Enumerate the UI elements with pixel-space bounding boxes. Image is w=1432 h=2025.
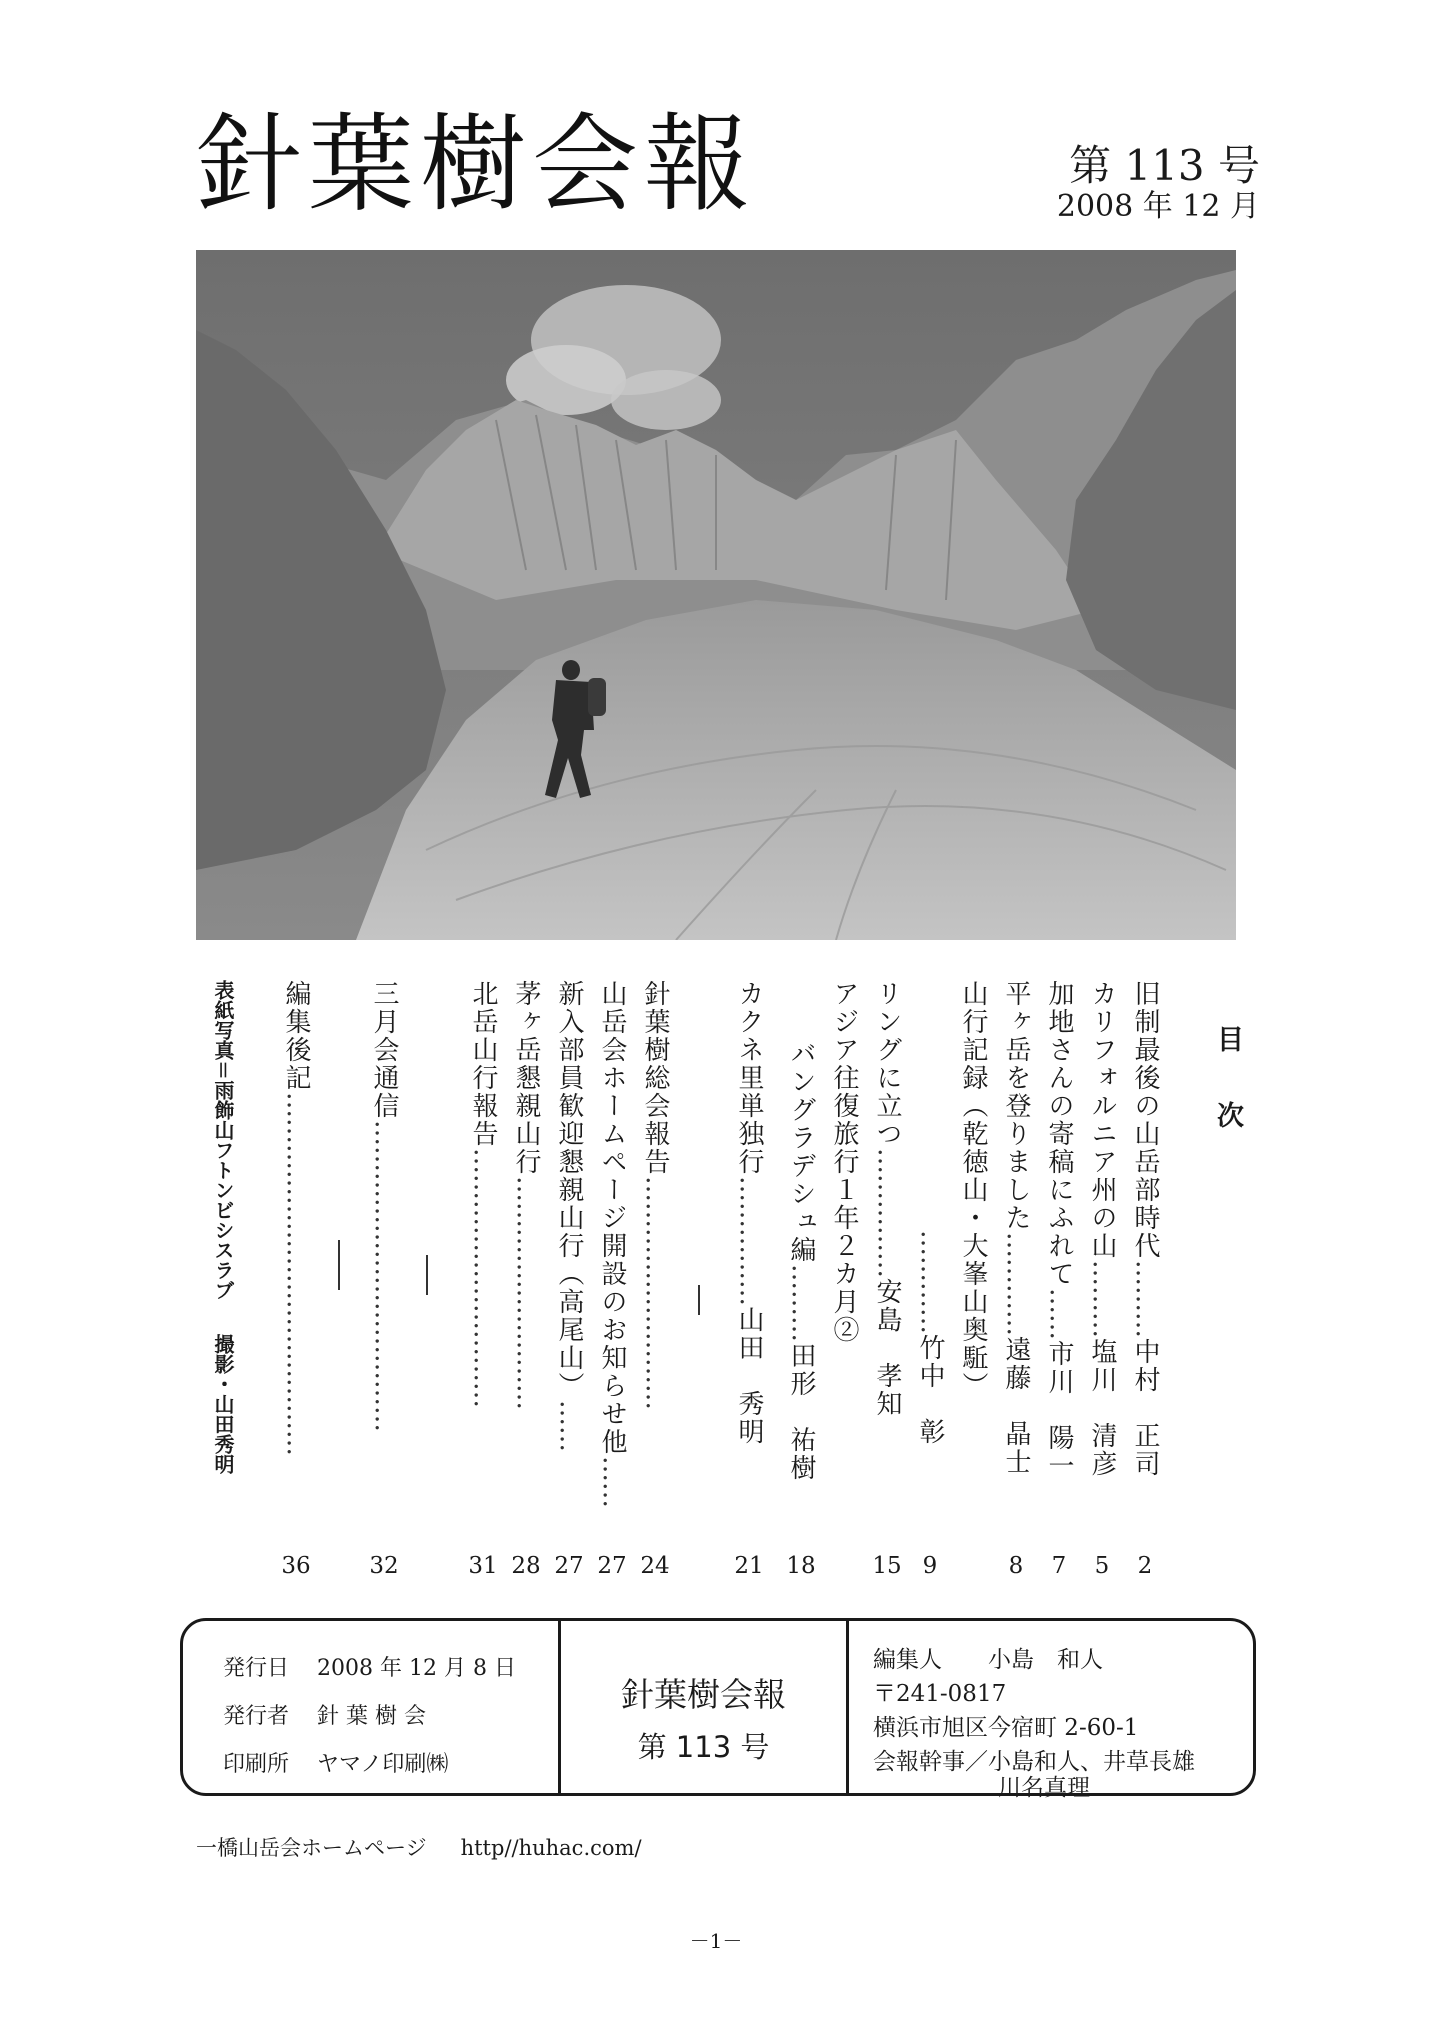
toc-entry-author: 中村 正司 xyxy=(1130,1338,1160,1478)
toc-entry[interactable] xyxy=(281,980,311,1456)
toc-entry-title: 平ヶ岳を登りました xyxy=(1001,980,1031,1232)
section-divider xyxy=(698,1285,700,1315)
toc-entry-author: 田形 祐樹 xyxy=(786,1342,816,1482)
toc-entry[interactable] xyxy=(468,980,498,1408)
toc-entry[interactable] xyxy=(597,980,627,1508)
toc-leader-dots: ……… xyxy=(786,1264,816,1342)
toc-entry-title: 山行記録（乾徳山・大峯山奥駈） xyxy=(958,980,988,1400)
toc-entry-title: 針葉樹総会報告 xyxy=(640,980,670,1176)
toc-leader-dots: …………………………………… xyxy=(281,1092,311,1456)
editor: 編集人 小島 和人 xyxy=(873,1647,1103,1673)
toc-entry-title: 新入部員歓迎懇親山行（高尾山） xyxy=(554,980,584,1400)
toc-entry-title: 北岳山行報告 xyxy=(468,980,498,1148)
section-divider xyxy=(426,1255,428,1295)
cover-caption-text: 表紙写真＝雨飾山フトンビシスラブ xyxy=(211,980,235,1300)
printer-value: ヤマノ印刷㈱ xyxy=(317,1752,449,1777)
colophon-divider xyxy=(846,1621,849,1793)
printer-row xyxy=(223,1747,448,1778)
toc-entry[interactable] xyxy=(829,980,859,1344)
toc-leader-dots: …………… xyxy=(872,1148,902,1278)
toc-leader-dots: ………………………… xyxy=(468,1148,498,1408)
toc-leader-dots: ……………………… xyxy=(511,1176,541,1410)
toc-entry-title: カリフォルニア州の山 xyxy=(1087,980,1117,1260)
toc-entry-title: 山岳会ホームページ開設のお知らせ他 xyxy=(597,980,627,1456)
colophon-box xyxy=(180,1618,1256,1801)
toc-entry[interactable] xyxy=(734,980,764,1446)
homepage-label: 一橋山岳会ホームページ xyxy=(196,1836,427,1860)
issue-number: 第 113 号 xyxy=(1069,141,1260,190)
section-divider xyxy=(338,1240,340,1290)
issued-date-value: 2008 年 12 月 8 日 xyxy=(317,1656,516,1681)
toc-entry[interactable] xyxy=(511,980,541,1410)
publisher-row xyxy=(223,1699,426,1730)
toc-entry[interactable] xyxy=(1130,980,1160,1478)
homepage-line xyxy=(196,1832,642,1862)
newsletter-staff: 会報幹事／小島和人、井草長雄 xyxy=(873,1749,1195,1775)
toc-entry-title: バングラデシュ編 xyxy=(786,1040,816,1264)
colophon-issue: 第 113 号 xyxy=(637,1730,770,1764)
colophon-title: 針葉樹会報 xyxy=(621,1675,786,1714)
issued-date-label: 発行日 xyxy=(223,1656,290,1681)
toc-entry-title: 茅ヶ岳懇親山行 xyxy=(511,980,541,1176)
toc-page-number: 9 xyxy=(922,1553,938,1579)
toc-entry[interactable] xyxy=(1001,980,1031,1476)
toc-entry[interactable] xyxy=(369,980,399,1432)
toc-entry-title: 編集後記 xyxy=(281,980,311,1092)
toc-leader-dots: ……………………… xyxy=(640,1176,670,1410)
toc-entry-title: 加地さんの寄稿にふれて xyxy=(1044,980,1074,1288)
cover-caption xyxy=(211,980,235,1474)
toc-page-number: 28 xyxy=(511,1553,541,1579)
toc-leader-dots: ……… xyxy=(1130,1260,1160,1338)
toc-page-number: 32 xyxy=(369,1553,399,1579)
toc-entry-author: 遠藤 晶士 xyxy=(1001,1336,1031,1476)
printer-label: 印刷所 xyxy=(223,1752,290,1777)
publisher-value: 針 葉 樹 会 xyxy=(317,1704,426,1729)
toc-leader-dots: …… xyxy=(554,1400,584,1452)
toc-entry[interactable] xyxy=(786,1040,816,1482)
toc-entry-author: 竹中 彰 xyxy=(915,1334,945,1446)
toc-entry[interactable] xyxy=(915,1230,945,1446)
toc-entry-author: 市川 陽一 xyxy=(1044,1340,1074,1480)
toc-page-number: 27 xyxy=(554,1553,584,1579)
toc-leader-dots: ……………………………… xyxy=(369,1120,399,1432)
toc-entry-title: カクネ里単独行 xyxy=(734,980,764,1176)
issued-date-row xyxy=(223,1651,516,1682)
toc-leader-dots: ………… xyxy=(1001,1232,1031,1336)
toc-entry[interactable] xyxy=(1044,980,1074,1480)
address: 横浜市旭区今宿町 2-60-1 xyxy=(873,1715,1139,1741)
toc-leader-dots: …… xyxy=(597,1456,627,1508)
toc-page-number: 7 xyxy=(1051,1553,1067,1579)
cover-credit: 撮影・山田秀明 xyxy=(211,1334,235,1474)
toc-entry-author: 安島 孝知 xyxy=(872,1278,902,1418)
page-number: －1－ xyxy=(689,1929,743,1953)
postal-code: 〒241-0817 xyxy=(873,1681,1007,1707)
toc-leader-dots: ………… xyxy=(915,1230,945,1334)
issue-date: 2008 年 12 月 xyxy=(1056,189,1260,224)
toc-entry-title: 旧制最後の山岳部時代 xyxy=(1130,980,1160,1260)
publisher-label: 発行者 xyxy=(223,1704,290,1729)
toc-leader-dots: ……… xyxy=(1087,1260,1117,1338)
toc-page-number: 31 xyxy=(468,1553,498,1579)
toc-leader-dots: …………… xyxy=(734,1176,764,1306)
homepage-link[interactable]: http//huhac.com/ xyxy=(460,1836,642,1860)
toc-entry[interactable] xyxy=(872,980,902,1418)
toc-page-number: 24 xyxy=(640,1553,670,1579)
toc-entry-title: リングに立つ xyxy=(872,980,902,1148)
toc-entry[interactable] xyxy=(1087,980,1117,1478)
masthead-title: 針葉樹会報 xyxy=(196,103,756,226)
toc-page-number: 27 xyxy=(597,1553,627,1579)
toc-heading: 目 次 xyxy=(1212,1025,1243,1149)
toc-entry-author: 塩川 清彦 xyxy=(1087,1338,1117,1478)
toc-entry-author: 山田 秀明 xyxy=(734,1306,764,1446)
toc-entry-title: アジア往復旅行１年２カ月② xyxy=(829,980,859,1344)
toc-page-number: 15 xyxy=(872,1553,902,1579)
toc-entry[interactable] xyxy=(640,980,670,1410)
toc-page-number: 18 xyxy=(786,1553,816,1579)
toc-entry-title: 三月会通信 xyxy=(369,980,399,1120)
toc-leader-dots: …… xyxy=(1044,1288,1074,1340)
toc-page-number: 8 xyxy=(1008,1553,1024,1579)
newsletter-staff-continued: 川名真理 xyxy=(998,1775,1090,1801)
cover-photo xyxy=(196,250,1236,940)
toc-entry[interactable] xyxy=(958,980,988,1400)
toc-page-number: 36 xyxy=(281,1553,311,1579)
toc-page-number: 2 xyxy=(1137,1553,1153,1579)
toc-page-number: 5 xyxy=(1094,1553,1110,1579)
toc-page-number: 21 xyxy=(734,1553,764,1579)
toc-entry[interactable] xyxy=(554,980,584,1452)
